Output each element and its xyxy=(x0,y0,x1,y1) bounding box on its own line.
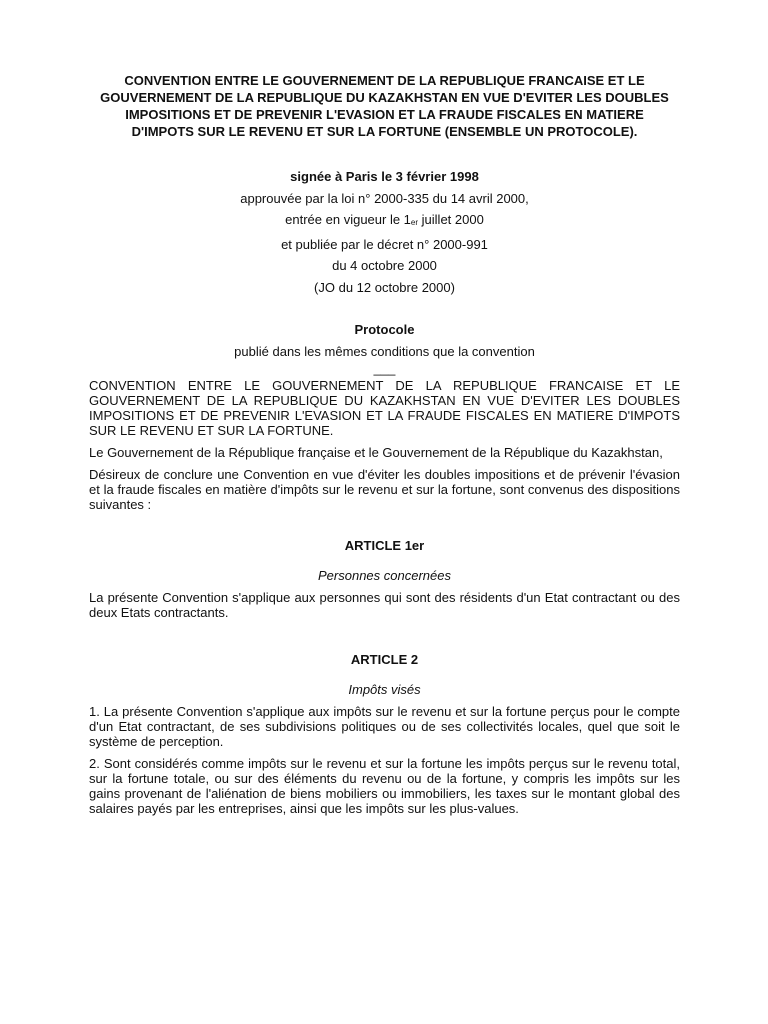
parties-paragraph: Le Gouvernement de la République française et le Gouvernement de la République du Kazakhstan, xyxy=(89,445,663,460)
published-date-line: du 4 octobre 2000 xyxy=(332,258,437,273)
entry-into-force-line xyxy=(89,209,680,234)
protocol-text: publié dans les mêmes conditions que la convention xyxy=(234,343,535,359)
desire-paragraph: Désireux de conclure une Convention en vue d'éviter les doubles impositions et de prévenir l'évasion et la fraude fiscales en matière d'impôts sur le revenu et sur la fortune, sont convenus des dispositions suivantes : xyxy=(89,467,680,512)
article-2-paragraph-2: 2. Sont considérés comme impôts sur le revenu et sur la fortune les impôts perçus sur le revenu total, sur la fortune totale, ou sur des éléments du revenu ou de la fortune, y compris les impôts sur les gains provenant de l'aliénation de biens mobiliers ou immobiliers, les taxes sur le montant global des salaires payés par les entreprises, ainsi que les impôts sur les plus-values. xyxy=(89,756,680,816)
article-1-subtitle: Personnes concernées xyxy=(318,568,451,583)
article-2-subtitle: Impôts visés xyxy=(348,682,421,697)
journal-officiel-line: (JO du 12 octobre 2000) xyxy=(314,279,455,295)
signed-line: signée à Paris le 3 février 1998 xyxy=(290,169,479,184)
article-2-heading: ARTICLE 2 xyxy=(350,652,419,667)
entry-suffix: juillet 2000 xyxy=(418,212,484,227)
approved-line: approuvée par la loi n° 2000-335 du 14 avril 2000, xyxy=(240,190,529,206)
convention-title-paragraph: CONVENTION ENTRE LE GOUVERNEMENT DE LA REPUBLIQUE FRANCAISE ET LE GOUVERNEMENT DE LA REPUBLIQUE DU KAZAKHSTAN EN VUE D'EVITER LES DOUBLES IMPOSITIONS ET DE PREVENIR L'EVASION ET LA FRAUDE FISCALES EN MATIERE D'IMPOTS SUR LE REVENU ET SUR LA FORTUNE. xyxy=(89,378,680,438)
document-title: CONVENTION ENTRE LE GOUVERNEMENT DE LA REPUBLIQUE FRANCAISE ET LE GOUVERNEMENT DE LA REPUBLIQUE DU KAZAKHSTAN EN VUE D'EVITER LES DOUBLES IMPOSITIONS ET DE PREVENIR L'EVASION ET LA FRAUDE FISCALES EN MATIERE D'IMPOTS SUR LE REVENU ET SUR LA FORTUNE (ENSEMBLE UN PROTOCOLE). xyxy=(100,73,669,139)
separator: ___ xyxy=(373,361,396,376)
published-line: et publiée par le décret n° 2000-991 xyxy=(281,236,488,252)
article-1-heading: ARTICLE 1er xyxy=(344,538,425,553)
entry-prefix: entrée en vigueur le 1 xyxy=(285,212,411,227)
protocol-heading: Protocole xyxy=(354,322,415,337)
article-2-paragraph-1: 1. La présente Convention s'applique aux impôts sur le revenu et sur la fortune perçus pour le compte d'un Etat contractant, de ses subdivisions politiques ou de ses collectivités locales, quel que soit le système de perception. xyxy=(89,704,680,749)
entry-superscript: er xyxy=(410,218,419,227)
article-1-text: La présente Convention s'applique aux personnes qui sont des résidents d'un Etat contractant ou des deux Etats contractants. xyxy=(89,590,680,620)
